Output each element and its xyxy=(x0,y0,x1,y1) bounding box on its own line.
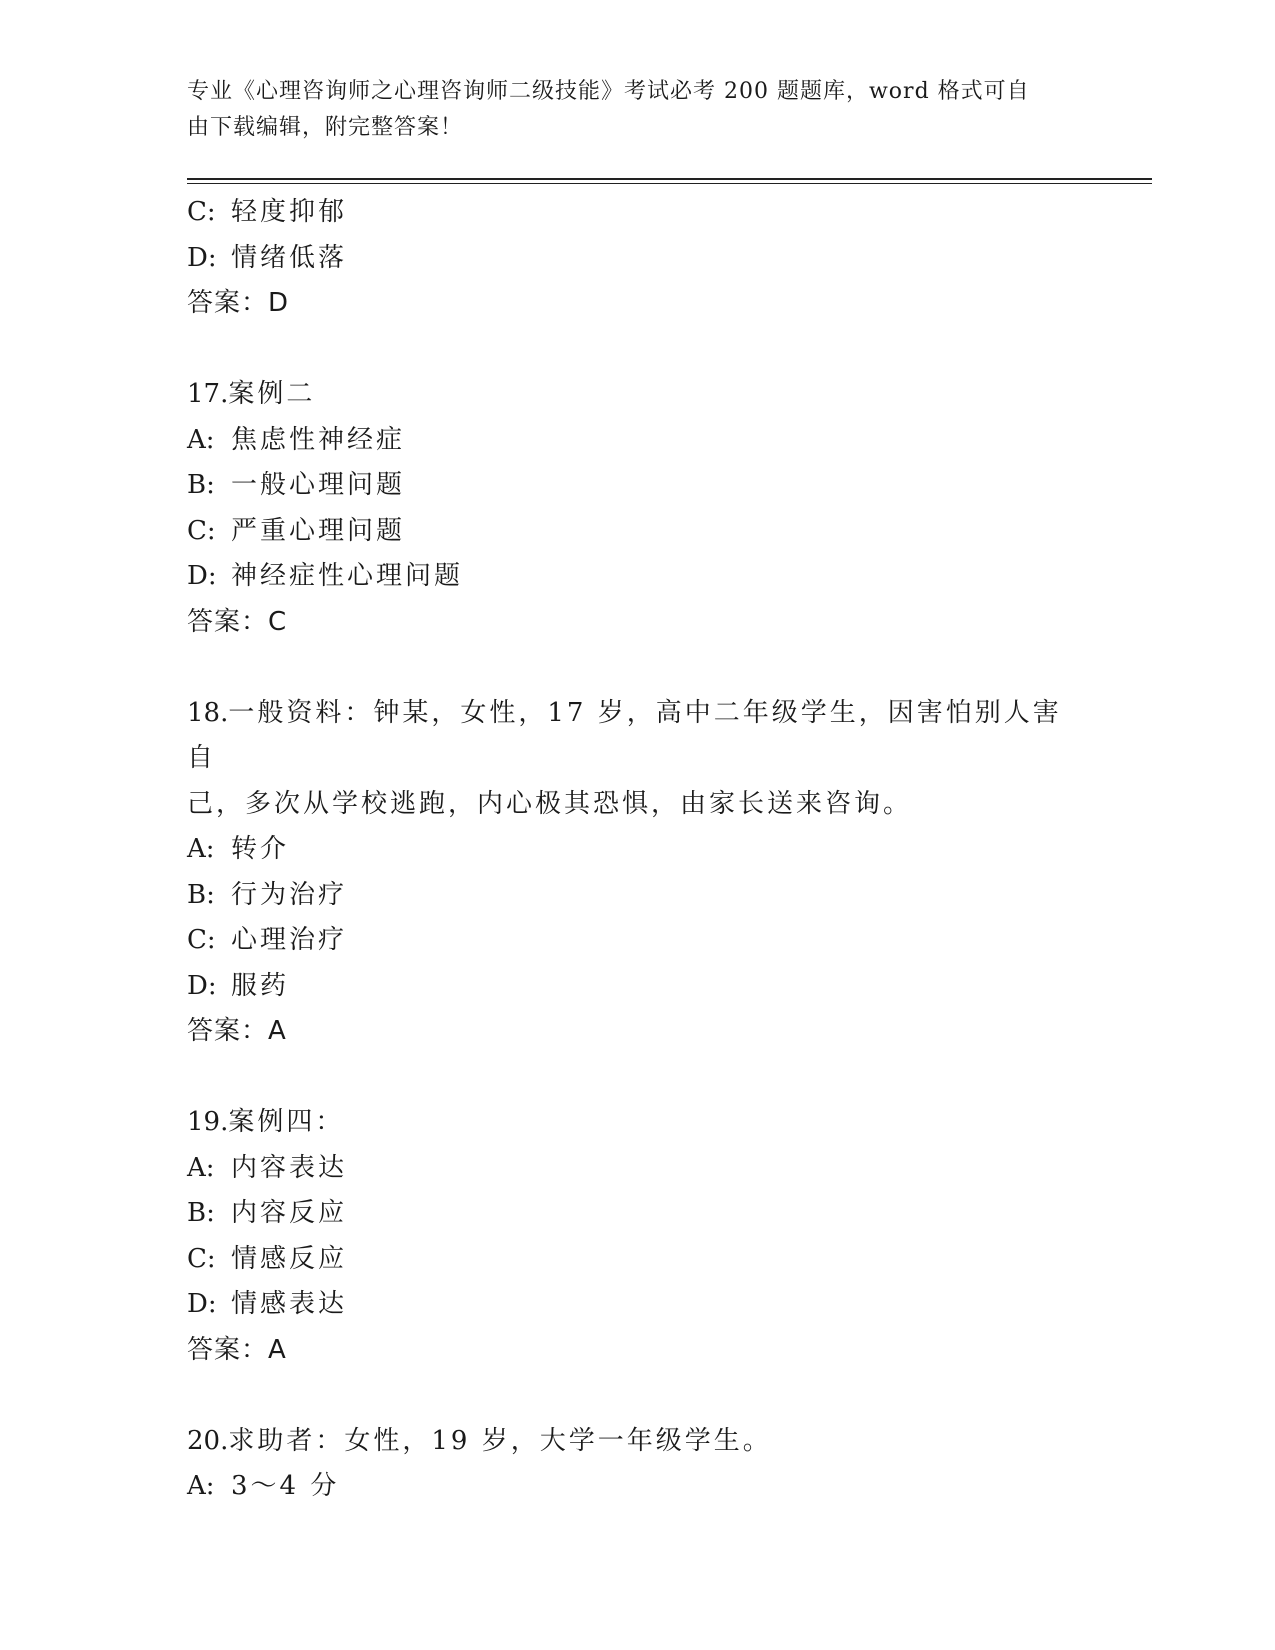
answer: 答案：A xyxy=(187,1016,287,1046)
header-rule-thin xyxy=(187,183,1152,184)
question-stem: 20.求助者：女性，19 岁，大学一年级学生。 xyxy=(187,1425,772,1456)
question-stem: 19.案例四： xyxy=(187,1107,345,1137)
option-d: D: 神经症性心理问题 xyxy=(187,561,464,591)
option-d: D: 情感表达 xyxy=(187,1289,348,1319)
option-a: A: 转介 xyxy=(187,834,290,864)
option-b: B: 一般心理问题 xyxy=(187,470,406,500)
option-c: C: 严重心理问题 xyxy=(187,515,406,546)
document-body xyxy=(187,190,1087,1510)
question-stem: 17.案例二 xyxy=(187,379,316,409)
option-d: D: 情绪低落 xyxy=(187,242,348,273)
question-stem: 18.一般资料：钟某，女性，17 岁，高中二年级学生，因害怕别人害自 xyxy=(187,697,1062,773)
question-17 xyxy=(187,372,1087,645)
option-c: C: 轻度抑郁 xyxy=(187,197,348,227)
option-b: B: 行为治疗 xyxy=(187,879,348,910)
option-c: C: 情感反应 xyxy=(187,1243,348,1274)
header-line-2: 由下载编辑，附完整答案！ xyxy=(187,115,464,140)
option-a: A: 3～4 分 xyxy=(187,1471,340,1501)
question-20 xyxy=(187,1419,1087,1510)
question-block-continued xyxy=(187,190,1087,327)
question-18 xyxy=(187,691,1087,1055)
option-a: A: 焦虑性神经症 xyxy=(187,424,406,455)
answer: 答案：A xyxy=(187,1334,287,1365)
answer: 答案：C xyxy=(187,606,288,637)
question-stem-cont: 己，多次从学校逃跑，内心极其恐惧，由家长送来咨询。 xyxy=(187,788,913,819)
document-header xyxy=(187,74,1067,146)
option-a: A: 内容表达 xyxy=(187,1152,348,1183)
question-19 xyxy=(187,1100,1087,1373)
answer: 答案：D xyxy=(187,288,290,318)
option-b: B: 内容反应 xyxy=(187,1198,348,1228)
header-line-1: 专业《心理咨询师之心理咨询师二级技能》考试必考 200 题题库，word 格式可自 xyxy=(187,79,1030,104)
option-d: D: 服药 xyxy=(187,970,290,1001)
option-c: C: 心理治疗 xyxy=(187,925,348,955)
header-rule-thick xyxy=(187,178,1152,180)
